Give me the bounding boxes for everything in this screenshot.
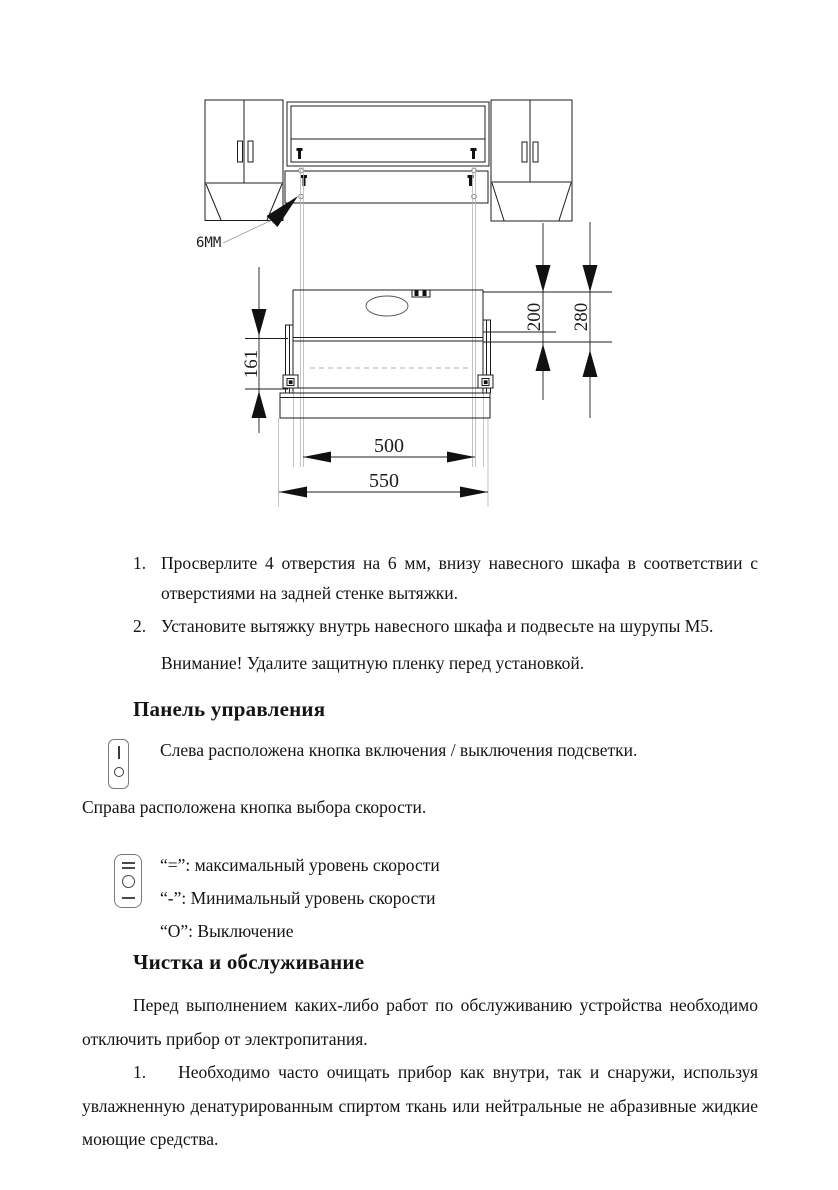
hood-top-drawing bbox=[285, 102, 489, 203]
left-cabinet-drawing bbox=[205, 100, 283, 221]
install-steps-list bbox=[133, 548, 758, 678]
speed-min-mark bbox=[122, 897, 135, 899]
list-item-number: 2. bbox=[133, 616, 147, 636]
light-switch-icon bbox=[108, 739, 129, 789]
speed-levels-list bbox=[160, 849, 640, 948]
cleaning-step-text: Необходимо часто очищать прибор как внутри, так и снаружи, используя увлажненную денатурированным спиртом ткань или нейтральные не абразивные жидкие моющие средства. bbox=[82, 1062, 758, 1149]
screw-icons bbox=[297, 148, 477, 186]
fan-opening bbox=[366, 296, 408, 316]
dim-280-label: 280 bbox=[571, 302, 592, 332]
list-item bbox=[133, 548, 758, 608]
speed-off-mark bbox=[122, 875, 135, 888]
cleaning-step-paragraph bbox=[82, 1056, 758, 1157]
list-item-text: Просверлите 4 отверстия на 6 мм, внизу навесного шкафа в соответствии с отверстиями на задней стенке вытяжки. bbox=[161, 553, 758, 603]
callout-arrow bbox=[267, 196, 299, 227]
section-heading-control-panel: Панель управления bbox=[133, 697, 326, 721]
dimension-lines bbox=[241, 222, 612, 498]
warning-note: Внимание! Удалите защитную пленку перед установкой. bbox=[161, 653, 585, 673]
switch-on-mark bbox=[118, 746, 120, 759]
list-item-number: 1. bbox=[133, 553, 147, 573]
dim-200-label: 200 bbox=[524, 302, 545, 332]
dim-500-label: 500 bbox=[374, 435, 404, 457]
speed-max-mark bbox=[122, 862, 135, 864]
right-cabinet-drawing bbox=[491, 100, 572, 221]
speed-switch-icon bbox=[114, 854, 142, 908]
mounting-holes bbox=[299, 168, 477, 199]
dim-550-label: 550 bbox=[369, 470, 399, 492]
mounting-blocks bbox=[283, 375, 493, 388]
installation-diagram bbox=[0, 0, 838, 540]
drill-size-label: 6MM bbox=[196, 235, 222, 251]
speed-level-line: “-”: Минимальный уровень скорости bbox=[160, 888, 436, 908]
light-button-note: Слева расположена кнопка включения / выключения подсветки. bbox=[160, 740, 638, 760]
switch-off-mark bbox=[114, 767, 124, 777]
clip-notch bbox=[412, 290, 430, 297]
list-item-text: Установите вытяжку внутрь навесного шкафа и подвесьте на шурупы М5. bbox=[161, 616, 714, 636]
section-heading-cleaning: Чистка и обслуживание bbox=[133, 950, 365, 974]
cleaning-step-number: 1. bbox=[133, 1062, 147, 1082]
speed-level-line: “=”: максимальный уровень скорости bbox=[160, 855, 440, 875]
dim-161-label: 161 bbox=[241, 349, 262, 379]
speed-button-note: Справа расположена кнопка выбора скорости. bbox=[82, 797, 427, 817]
cleaning-intro-paragraph: Перед выполнением каких-либо работ по обслуживанию устройства необходимо отключить прибор от электропитания. bbox=[82, 995, 758, 1049]
hood-front-drawing bbox=[280, 290, 493, 418]
speed-max-mark bbox=[122, 867, 135, 869]
list-item bbox=[133, 611, 758, 641]
speed-level-line: “О”: Выключение bbox=[160, 921, 294, 941]
